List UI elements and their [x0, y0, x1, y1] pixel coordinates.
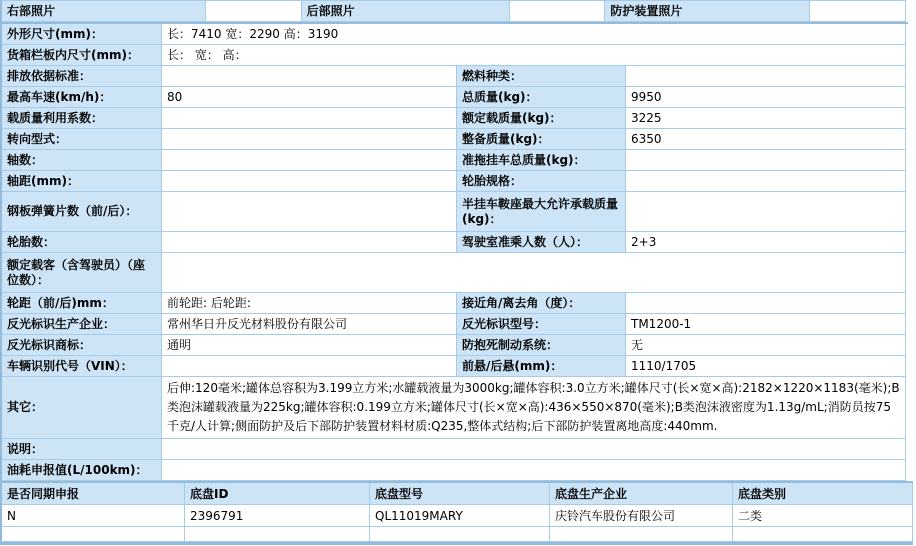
chassis-id: 2396791 [185, 505, 370, 527]
spec-row [2, 232, 906, 253]
spec-label-abs: 防抱死制动系统： [457, 335, 626, 356]
spec-label-leaf-springs: 钢板弹簧片数（前/后）： [2, 192, 162, 232]
spec-value-max-speed: 80 [162, 87, 457, 108]
spec-label-max-speed: 最高车速(km/h)： [2, 87, 162, 108]
spec-row [2, 129, 906, 150]
spec-label-load-factor: 载质量利用系数： [2, 108, 162, 129]
spec-label-reflector-brand: 反光标识商标： [2, 335, 162, 356]
photo-header-row [2, 1, 906, 22]
spec-value-vin [162, 356, 457, 377]
spec-value-cab-passengers: 2+3 [626, 232, 906, 253]
spec-value-curb-mass: 6350 [626, 129, 906, 150]
chassis-model: QL11019MARY [370, 505, 550, 527]
spec-label-fuel-consumption: 油耗申报值(L/100km)： [2, 460, 162, 481]
spec-label-emission: 排放依据标准： [2, 66, 162, 87]
spec-value-overhang: 1110/1705 [626, 356, 906, 377]
spec-label-rated-load: 额定载质量(kg)： [457, 108, 626, 129]
chassis-empty-row [2, 527, 913, 542]
spec-row [2, 45, 906, 66]
spec-label-trailer-mass: 准拖挂车总质量(kg)： [457, 150, 626, 171]
spec-row [2, 87, 906, 108]
spec-value-emission [162, 66, 457, 87]
chassis-header-same-period: 是否同期申报 [2, 483, 185, 505]
spec-value-reflector-brand: 通明 [162, 335, 457, 356]
spec-label-reflector-model: 反光标识型号： [457, 314, 626, 335]
spec-value-other: 后伸:120毫米;罐体总容积为3.199立方米;水罐载液量为3000kg;罐体容积:3.0立方米;罐体尺寸(长×宽×高):2182×1220×1183(毫米);B类泡沫罐载液量为225kg;罐体容积:0.199立方米;罐体尺寸(长×宽×高):436×550×870(毫米);B类泡沫液密度为1.13g/mL;消防员按75千克/人计算;侧面防护及后下部防护装置材料材质:Q235,整体式结构;后下部防护装置离地高度:440mm. [162, 377, 906, 439]
spec-label-wheelbase: 轴距(mm)： [2, 171, 162, 192]
spec-label-tire-count: 轮胎数： [2, 232, 162, 253]
chassis-data-row [2, 505, 913, 527]
spec-row [2, 192, 906, 232]
photo-tab-guard: 防护装置照片 [605, 1, 810, 22]
spec-row [2, 150, 906, 171]
spec-value-steering [162, 129, 457, 150]
spec-value-axle-count [162, 150, 457, 171]
spec-row [2, 253, 906, 293]
spec-label-cargo-box: 货箱栏板内尺寸(mm)： [2, 45, 162, 66]
spec-label-reflector-maker: 反光标识生产企业： [2, 314, 162, 335]
chassis-empty-cell [370, 527, 550, 542]
photo-cell-rear [510, 1, 606, 22]
spec-row [2, 66, 906, 87]
chassis-header-row [2, 483, 913, 505]
spec-label-gross-mass: 总质量(kg)： [457, 87, 626, 108]
spec-label-steering: 转向型式： [2, 129, 162, 150]
spec-value-fuel-consumption [162, 460, 906, 481]
spec-label-dimensions: 外形尺寸(mm)： [2, 24, 162, 45]
chassis-empty-cell [550, 527, 733, 542]
spec-label-tire-spec: 轮胎规格： [457, 171, 626, 192]
chassis-header-maker: 底盘生产企业 [550, 483, 733, 505]
spec-value-tire-spec [626, 171, 906, 192]
spec-label-overhang: 前悬/后悬(mm)： [457, 356, 626, 377]
spec-value-reflector-maker: 常州华日升反光材料股份有限公司 [162, 314, 457, 335]
spec-row [2, 314, 906, 335]
spec-label-rated-seats: 额定载客（含驾驶员）（座位数）： [2, 253, 162, 293]
spec-label-saddle-load: 半挂车鞍座最大允许承载质量(kg)： [457, 192, 626, 232]
spec-value-saddle-load [626, 192, 906, 232]
spec-value-approach-angle [626, 293, 906, 314]
spec-value-remarks [162, 439, 906, 460]
chassis-empty-cell [2, 527, 185, 542]
spec-value-leaf-springs [162, 192, 457, 232]
spec-value-cargo-box: 长： 宽： 高： [162, 45, 906, 66]
table-bottom-border [0, 542, 913, 545]
photo-tab-right: 右部照片 [2, 1, 206, 22]
spec-value-rated-seats [162, 253, 906, 293]
spec-label-other: 其它： [2, 377, 162, 439]
chassis-same-period: N [2, 505, 185, 527]
chassis-header-category: 底盘类别 [733, 483, 913, 505]
spec-label-axle-count: 轴数： [2, 150, 162, 171]
spec-value-rated-load: 3225 [626, 108, 906, 129]
spec-value-tire-count [162, 232, 457, 253]
spec-label-cab-passengers: 驾驶室准乘人数（人）： [457, 232, 626, 253]
spec-value-reflector-model: TM1200-1 [626, 314, 906, 335]
chassis-maker: 庆铃汽车股份有限公司 [550, 505, 733, 527]
photo-tab-rear: 后部照片 [302, 1, 510, 22]
spec-row [2, 24, 906, 45]
spec-label-fuel-type: 燃料种类： [457, 66, 626, 87]
spec-value-trailer-mass [626, 150, 906, 171]
chassis-category: 二类 [733, 505, 913, 527]
spec-value-wheelbase [162, 171, 457, 192]
spec-value-dimensions: 长：7410 宽：2290 高：3190 [162, 24, 906, 45]
spec-value-load-factor [162, 108, 457, 129]
chassis-header-id: 底盘ID [185, 483, 370, 505]
spec-value-fuel-type [626, 66, 906, 87]
spec-row [2, 293, 906, 314]
photo-cell-right [206, 1, 302, 22]
spec-row [2, 171, 906, 192]
photo-cell-guard [810, 1, 906, 22]
spec-label-track: 轮距（前/后)mm： [2, 293, 162, 314]
spec-row [2, 439, 906, 460]
spec-value-abs: 无 [626, 335, 906, 356]
chassis-header-model: 底盘型号 [370, 483, 550, 505]
chassis-empty-cell [733, 527, 913, 542]
spec-label-remarks: 说明： [2, 439, 162, 460]
spec-value-track: 前轮距: 后轮距: [162, 293, 457, 314]
spec-row [2, 335, 906, 356]
chassis-empty-cell [185, 527, 370, 542]
spec-label-approach-angle: 接近角/离去角（度）： [457, 293, 626, 314]
spec-label-curb-mass: 整备质量(kg)： [457, 129, 626, 150]
spec-row [2, 460, 906, 481]
spec-label-vin: 车辆识别代号（VIN）： [2, 356, 162, 377]
spec-row [2, 356, 906, 377]
chassis-table [0, 483, 913, 542]
spec-value-gross-mass: 9950 [626, 87, 906, 108]
spec-row [2, 377, 906, 439]
spec-row [2, 108, 906, 129]
